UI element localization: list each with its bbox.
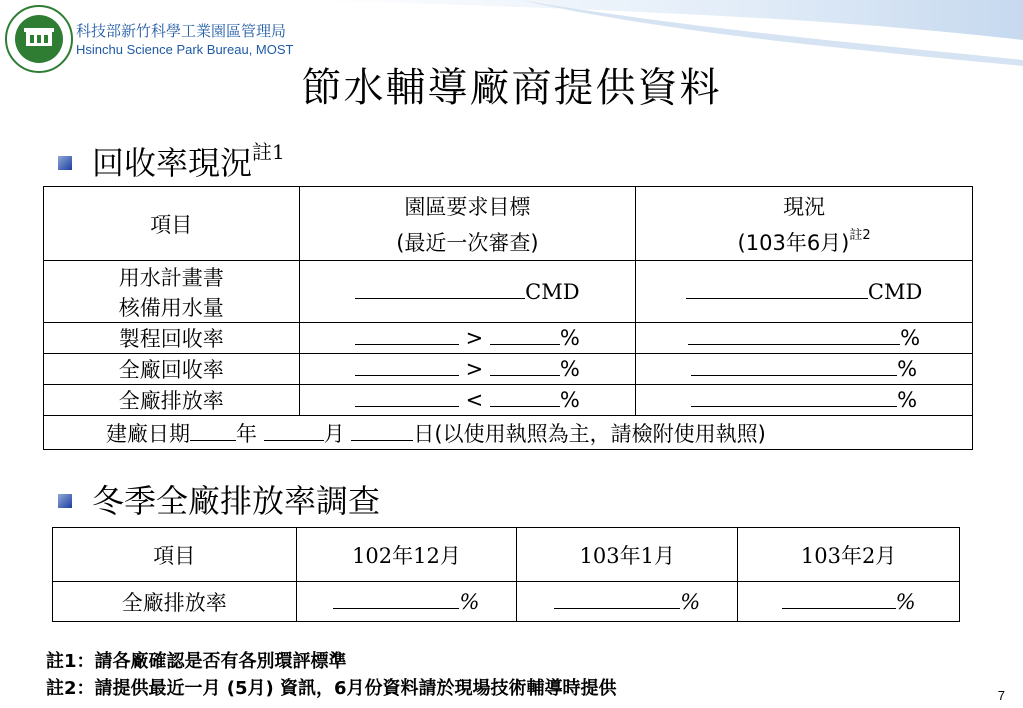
discharge-cell: [517, 582, 738, 622]
row-label-process: 製程回收率: [44, 323, 300, 354]
note-ref-2: 註2: [849, 227, 871, 243]
percent-sign: %: [559, 357, 580, 381]
table-row: [44, 416, 973, 450]
bullet-icon: [58, 494, 72, 508]
build-date-cell: [44, 416, 973, 450]
blank-field[interactable]: [355, 357, 459, 376]
blank-field[interactable]: [490, 388, 560, 407]
header-month: 103年2月: [738, 528, 960, 582]
percent-sign: %: [895, 589, 916, 614]
blank-field[interactable]: [355, 326, 459, 345]
table-row: [44, 354, 973, 385]
target-process-cell: [299, 323, 636, 354]
row-label-water-plan: [44, 261, 300, 323]
section-heading-text: 回收率現況: [92, 144, 253, 182]
table-header-row: [53, 528, 960, 582]
unit-label: CMD: [525, 279, 580, 304]
header-month: 103年1月: [517, 528, 738, 582]
build-date-note: (以使用執照為主，請檢附使用執照): [434, 421, 766, 446]
header-current-line2: (103年6月): [737, 230, 850, 255]
blank-field[interactable]: [688, 326, 900, 345]
percent-sign: %: [897, 388, 918, 412]
current-water-cell: [636, 261, 973, 323]
blank-field[interactable]: [190, 422, 236, 441]
footnote-2: 註2：請提供最近一月 (5月) 資訊，6月份資料請於現場技術輔導時提供: [46, 678, 617, 699]
blank-field[interactable]: [554, 590, 680, 609]
discharge-cell: [738, 582, 960, 622]
section-heading-winter: 冬季全廠排放率調查: [92, 482, 381, 520]
header-month: 102年12月: [296, 528, 517, 582]
blank-field[interactable]: [355, 388, 459, 407]
current-process-cell: [636, 323, 973, 354]
table-row: [44, 385, 973, 416]
blank-field[interactable]: [351, 422, 413, 441]
comparator: >: [465, 357, 484, 381]
section-heading-recovery: [92, 138, 285, 184]
target-plant-recovery-cell: [299, 354, 636, 385]
header-target-line1: 園區要求目標: [404, 194, 531, 219]
table-row: [53, 582, 960, 622]
current-plant-discharge-cell: [636, 385, 973, 416]
page-number: 7: [997, 688, 1005, 703]
target-water-cell: [299, 261, 636, 323]
percent-sign: %: [559, 326, 580, 350]
row-label-plant-discharge: 全廠排放率: [44, 385, 300, 416]
row-label-plant-recovery: 全廠回收率: [44, 354, 300, 385]
org-name-en: Hsinchu Science Park Bureau, MOST: [76, 42, 294, 57]
blank-field[interactable]: [691, 357, 897, 376]
table-row: [44, 261, 973, 323]
day-label: 日: [413, 421, 435, 446]
percent-sign: %: [680, 589, 701, 614]
org-name-zh: 科技部新竹科學工業園區管理局: [76, 22, 287, 40]
bullet-icon: [58, 156, 72, 170]
winter-discharge-table: [52, 527, 960, 622]
blank-field[interactable]: [333, 590, 459, 609]
row-label-line2: 核備用水量: [118, 295, 224, 320]
blank-field[interactable]: [490, 357, 560, 376]
comparator: <: [465, 388, 484, 412]
blank-field[interactable]: [490, 326, 560, 345]
row-label-discharge: 全廠排放率: [53, 582, 297, 622]
header-current: [636, 187, 973, 261]
row-label-line1: 用水計畫書: [118, 265, 224, 290]
blank-field[interactable]: [686, 280, 868, 299]
comparator: >: [465, 326, 484, 350]
blank-field[interactable]: [355, 280, 525, 299]
percent-sign: %: [897, 357, 918, 381]
header-item: 項目: [53, 528, 297, 582]
table-header-row: [44, 187, 973, 261]
current-plant-recovery-cell: [636, 354, 973, 385]
month-label: 月: [323, 421, 345, 446]
unit-label: CMD: [867, 279, 923, 304]
build-date-label: 建廠日期: [106, 421, 190, 446]
blank-field[interactable]: [782, 590, 896, 609]
header-current-line1: 現況: [783, 194, 826, 219]
percent-sign: %: [559, 388, 580, 412]
blank-field[interactable]: [264, 422, 324, 441]
percent-sign: %: [900, 326, 921, 350]
percent-sign: %: [459, 589, 480, 614]
note-ref: 註1: [252, 140, 285, 164]
page-title: 節水輔導廠商提供資料: [301, 65, 722, 111]
table-row: [44, 323, 973, 354]
header-target: [299, 187, 636, 261]
blank-field[interactable]: [691, 388, 897, 407]
year-label: 年: [236, 421, 257, 446]
target-plant-discharge-cell: [299, 385, 636, 416]
recovery-rate-table: [43, 186, 973, 450]
header-target-line2: (最近一次審查): [396, 230, 539, 255]
footnote-1: 註1：請各廠確認是否有各別環評標準: [46, 651, 347, 672]
header-item: 項目: [44, 187, 300, 261]
discharge-cell: [296, 582, 517, 622]
